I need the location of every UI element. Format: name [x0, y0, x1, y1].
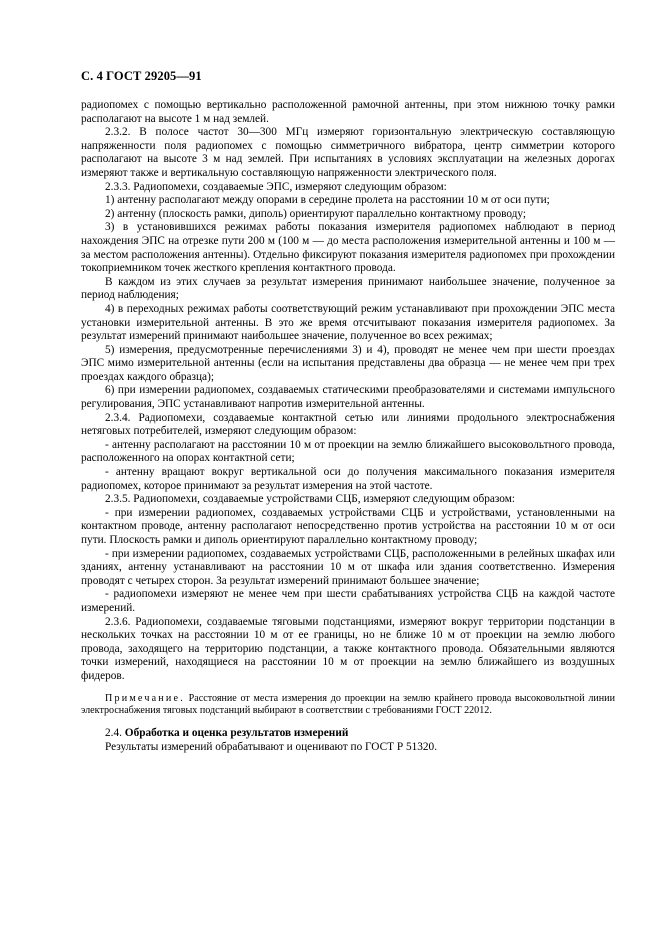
paragraph-result-note: В каждом из этих случаев за результат измерения принимают наибольшее значение, полученное за период наблюдения; [81, 275, 615, 302]
note [81, 693, 615, 718]
list-item-1: 1) антенну располагают между опорами в середине пролета на расстоянии 10 м от оси пути; [105, 194, 550, 207]
note-text: Расстояние от места измерения до проекции на землю крайнего провода высоковольтной линии электроснабжения тяговых подстанций выбирают в соответствии с требованиями ГОСТ 22012. [81, 692, 615, 716]
note-label: Примечание. [105, 692, 185, 704]
dash-item-2-3-4-b: - антенну вращают вокруг вертикальной оси до получения максимального показания измерителя радиопомех, которое принимают за результат измерения на этой частоте. [81, 466, 615, 492]
paragraph-continuation: радиопомех с помощью вертикально расположенной рамочной антенны, при этом нижнюю точку рамки располагают на высоте 1 м над землей. [81, 99, 615, 125]
dash-item-2-3-4-a: - антенну располагают на расстоянии 10 м от проекции на землю ближайшего высоковольтного провода, расположенного на опорах контактной сети; [81, 438, 615, 465]
list-item-2: 2) антенну (плоскость рамки, диполь) ориентируют параллельно контактному проводу; [105, 207, 527, 220]
paragraph-2-3-4: 2.3.4. Радиопомехи, создаваемые контактной сетью или линиями продольного электроснабжения нетяговых потребителей, измеряют следующим образом: [81, 411, 615, 438]
section-title: Обработка и оценка результатов измерений [124, 727, 349, 740]
section-2-4-text: Результаты измерений обрабатывают и оценивают по ГОСТ Р 51320. [105, 740, 438, 753]
dash-item-2-3-5-a: - при измерении радиопомех, создаваемых устройствами СЦБ и устройствами, установленными на контактном проводе, антенну располагают непосредственно против устройства на расстоянии 10 м от оси пути. Плоскость рамки и диполь ориентируют параллельно контактному проводу; [81, 506, 615, 546]
paragraph-2-3-6: 2.3.6. Радиопомехи, создаваемые тяговыми подстанциями, измеряют вокруг территории подстанции в нескольких точках на расстоянии 10 м от ее границы, но не ближе 10 м от проекции на землю любого провода, заходящего на территорию подстанции, а также контактного провода. Обязательными являются точки измерений, находящиеся на расстоянии 10 м от проекции на землю ближайшего из воздушных фидеров. [81, 615, 615, 682]
paragraph-2-3-3: 2.3.3. Радиопомехи, создаваемые ЭПС, измеряют следующим образом: [105, 180, 447, 193]
section-2-4-heading [81, 727, 615, 741]
dash-item-2-3-5-c: - радиопомехи измеряют не менее чем при шести срабатываниях устройства СЦБ на каждой частоте измерений. [81, 588, 615, 614]
list-item-3: 3) в установившихся режимах работы показания измерителя радиопомех наблюдают в период нахождения ЭПС на отрезке пути 200 м (100 м — до места расположения измерительной антенны и 100 м — за местом расположения антенны). Отдельно фиксируют показания измерителя радиопомех при прохождении токоприемником точек жесткого крепления контактного провода. [81, 221, 615, 275]
page-header: С. 4 ГОСТ 29205—91 [81, 69, 202, 83]
list-item-4: 4) в переходных режимах работы соответствующий режим устанавливают при прохождении ЭПС места установки измерительной антенны. В это же время отсчитывают показания измерителя радиопомех. За результат измерений принимают наибольшее значение, полученное во всех режимах; [81, 302, 615, 343]
list-item-5: 5) измерения, предусмотренные перечислениями 3) и 4), проводят не менее чем при шести проездах ЭПС мимо измерительной антенны (если на испытания представлены два образца — не менее чем при трех проездах каждого образца); [81, 343, 615, 383]
section-number: 2.4. [105, 727, 122, 740]
dash-item-2-3-5-b: - при измерении радиопомех, создаваемых устройствами СЦБ, расположенными в релейных шкафах или зданиях, антенну устанавливают на расстоянии 10 м от шкафа или здания соответственно. Измерения проводят с четырех сторон. За результат измерений принимают большее значение; [81, 547, 615, 587]
paragraph-2-3-2: 2.3.2. В полосе частот 30—300 МГц измеряют горизонтальную электрическую составляющую напряженности поля радиопомех с помощью симметричного вибратора, центр симметрии которого располагают на высоте 3 м над землей. При испытаниях в условиях эксплуатации на железных дорогах измеряют также и вертикальную составляющую напряженности электрического поля. [81, 126, 615, 179]
body-text [81, 99, 615, 755]
paragraph-2-3-5: 2.3.5. Радиопомехи, создаваемые устройствами СЦБ, измеряют следующим образом: [105, 493, 516, 506]
list-item-6: 6) при измерении радиопомех, создаваемых статическими преобразователями и системами импульсного регулирования, ЭПС устанавливают напротив измерительной антенны. [81, 384, 615, 411]
